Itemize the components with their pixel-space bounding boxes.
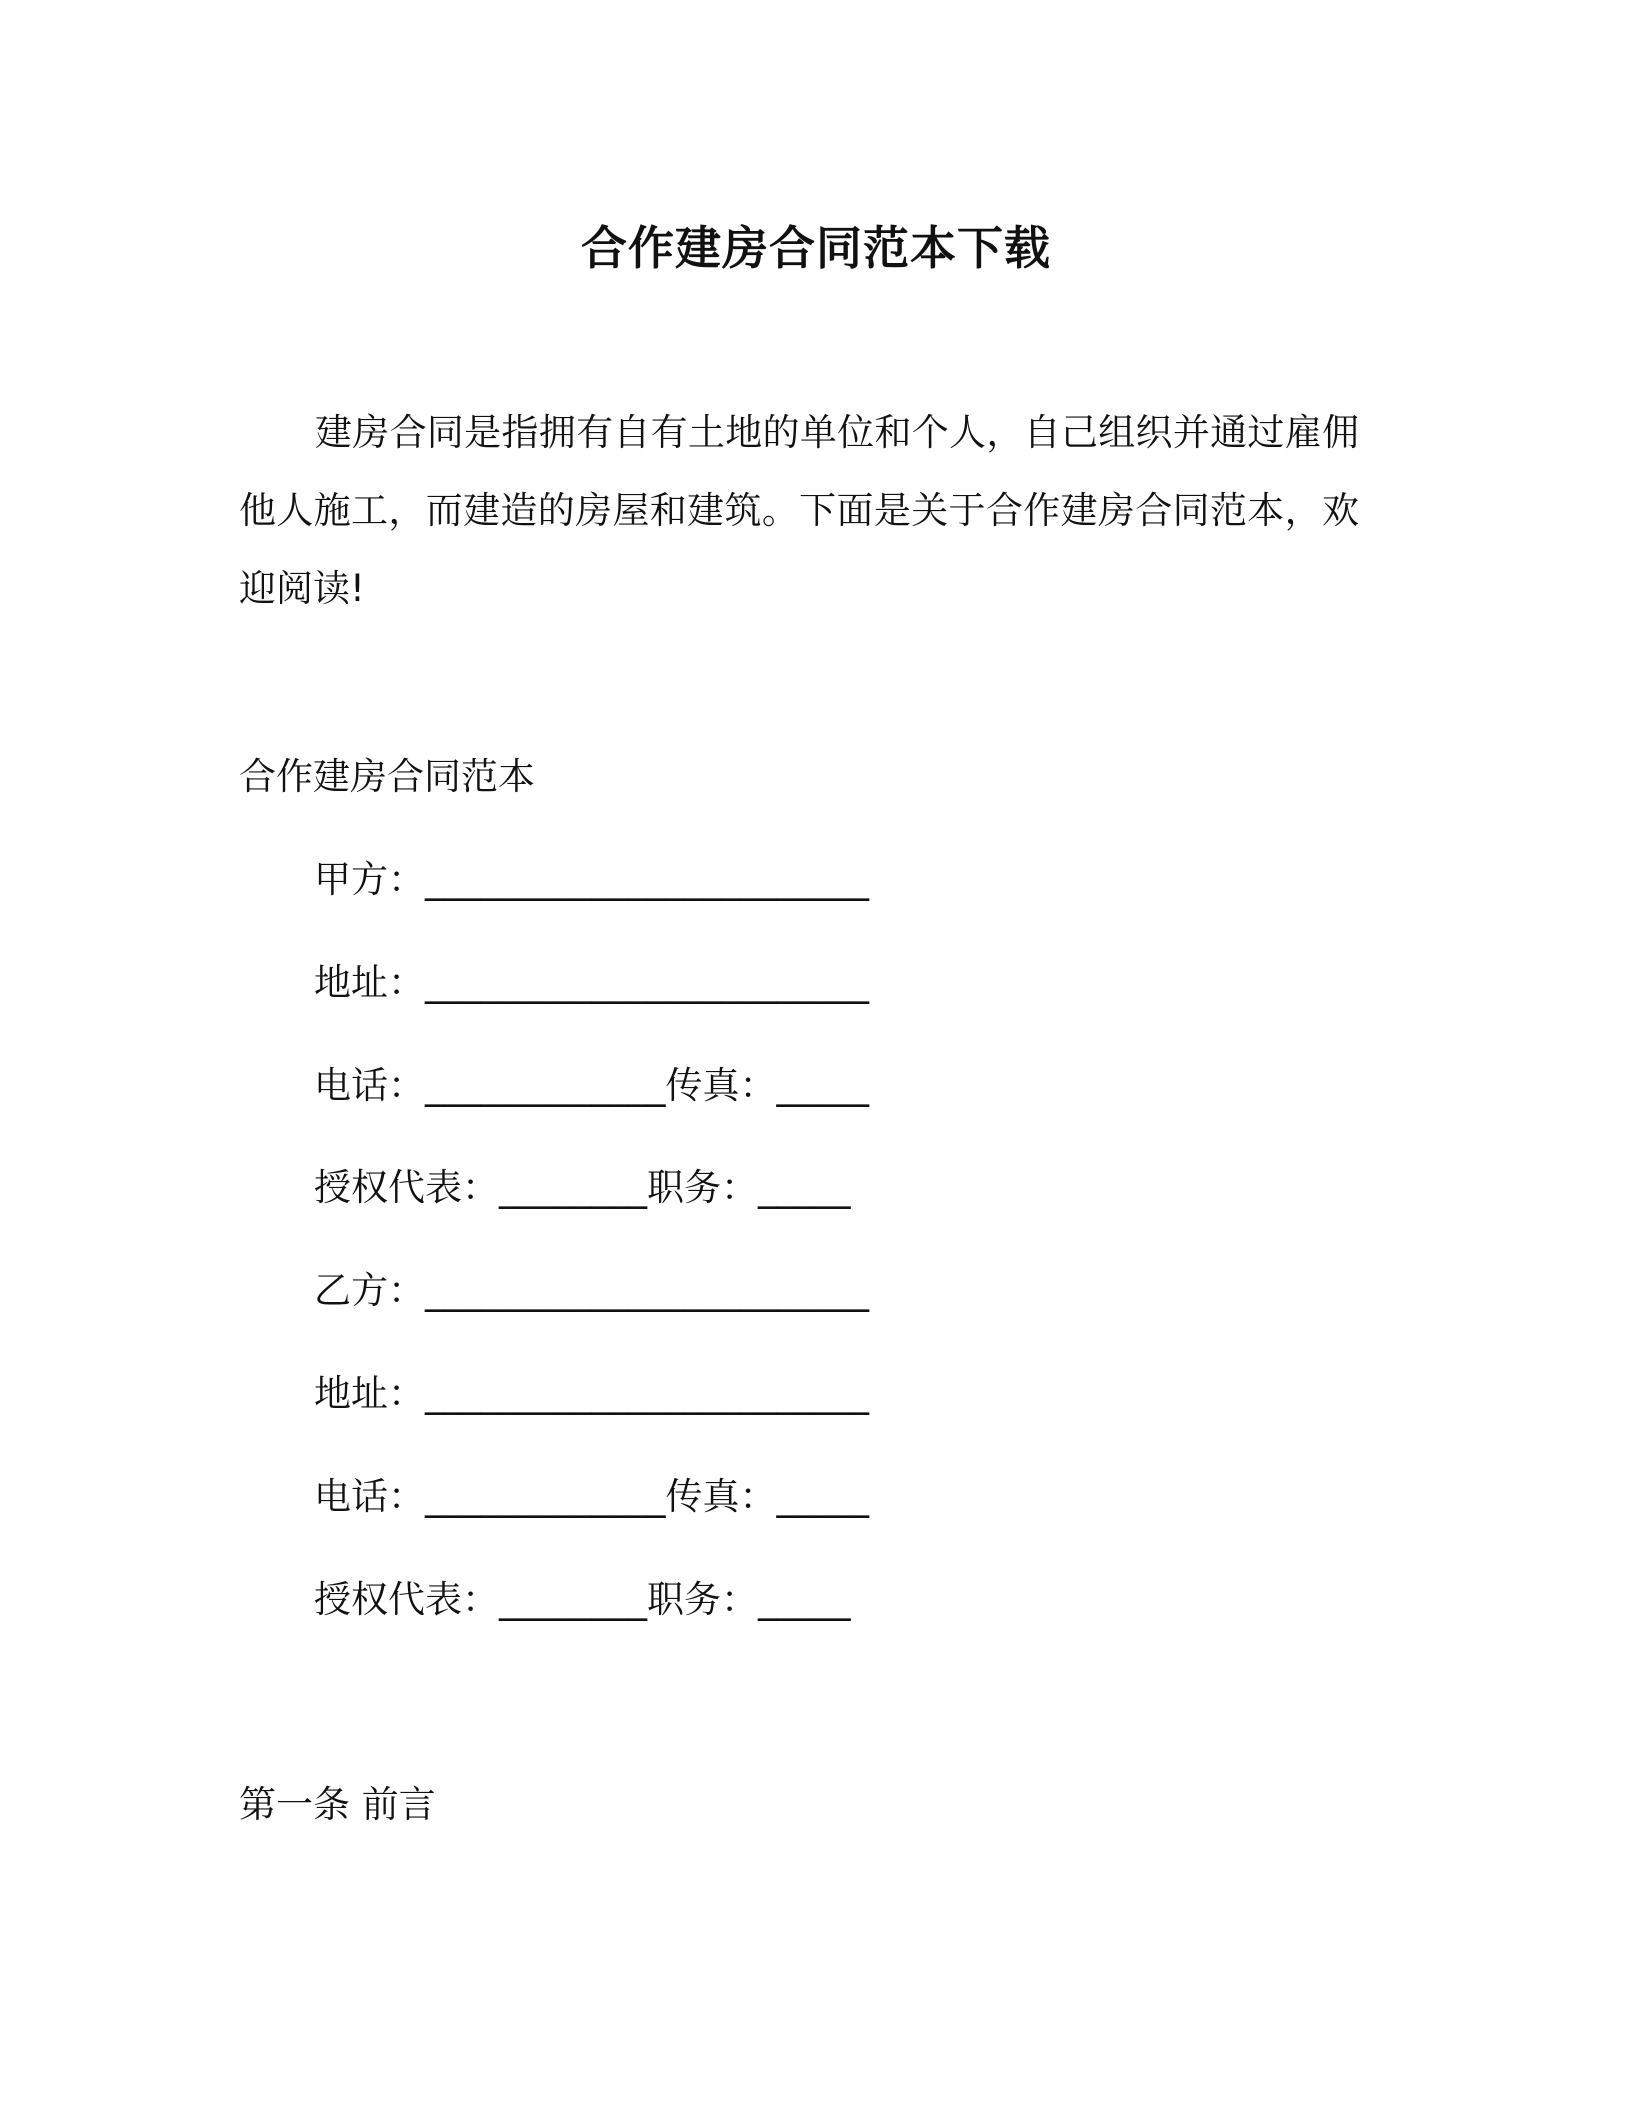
- article-1-heading: 第一条 前言: [239, 1783, 436, 1826]
- party-a-address-field: 地址：________________________: [314, 961, 869, 1004]
- party-b-address-field: 地址：________________________: [314, 1372, 869, 1415]
- party-a-name-field: 甲方：________________________: [314, 858, 869, 901]
- section-heading: 合作建房合同范本: [239, 755, 535, 798]
- document-title: 合作建房合同范本下载: [581, 221, 1051, 275]
- party-a-representative-field: 授权代表：________职务：_____: [314, 1166, 851, 1209]
- party-a-phone-fax-field: 电话：_____________传真：_____: [314, 1064, 869, 1107]
- party-b-phone-fax-field: 电话：_____________传真：_____: [314, 1475, 869, 1518]
- party-b-representative-field: 授权代表：________职务：_____: [314, 1578, 851, 1621]
- intro-paragraph: 建房合同是指拥有自有土地的单位和个人，自己组织并通过雇佣他人施工，而建造的房屋和建筑。下面是关于合作建房合同范本，欢迎阅读!: [239, 411, 1359, 610]
- party-b-name-field: 乙方：________________________: [314, 1269, 869, 1312]
